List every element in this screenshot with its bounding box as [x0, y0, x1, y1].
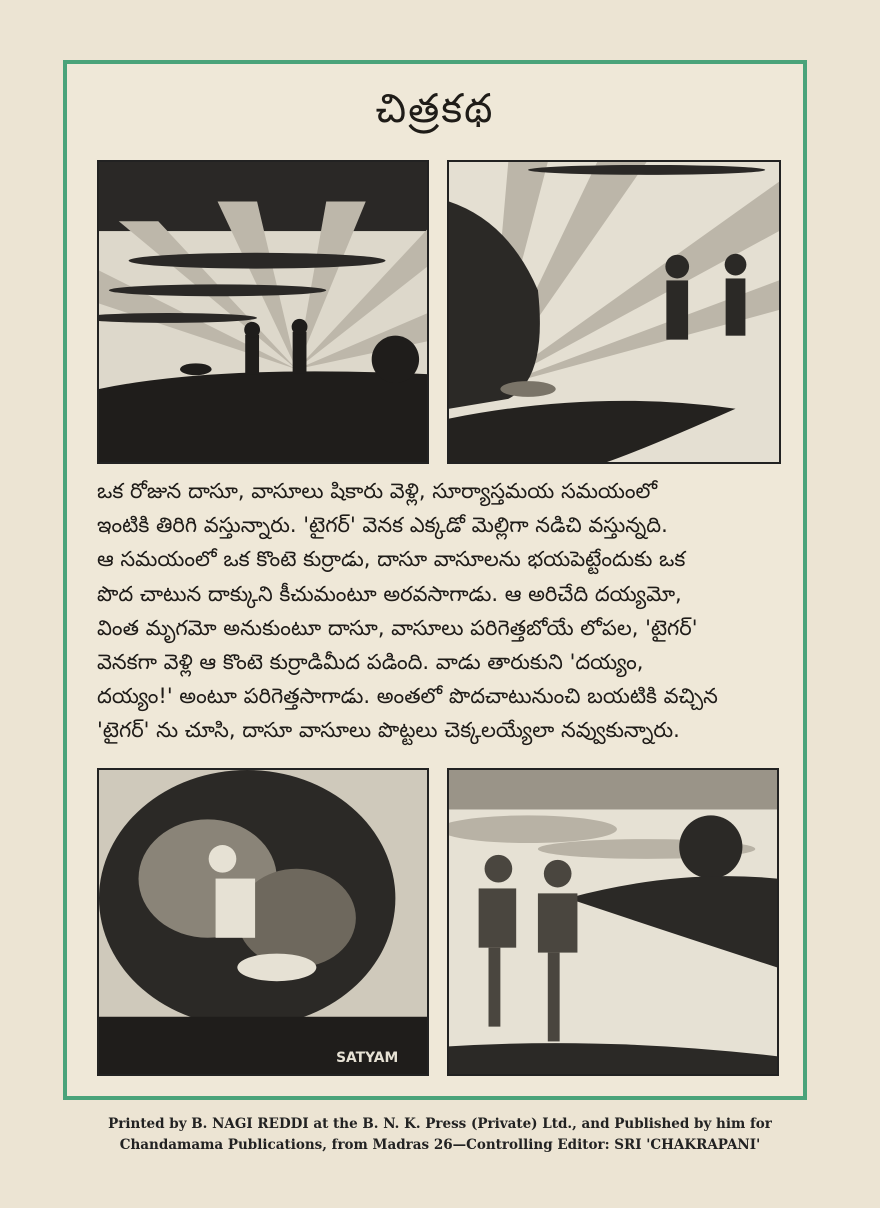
- page-frame: [63, 60, 807, 1100]
- printer-credit: [0, 1114, 880, 1156]
- story-line: పొద చాటున దాక్కుని కీచుమంటూ అరవసాగాడు. ఆ అరిచేది దయ్యమో,: [97, 581, 682, 606]
- story-line: ఇంటికి తిరిగి వస్తున్నారు. 'టైగర్' వెనక ఎక్కడో మెల్లిగా నడిచి వస్తున్నది.: [97, 513, 668, 538]
- artist-signature: SATYAM: [336, 1050, 399, 1067]
- comic-panel-2: [447, 160, 781, 464]
- printer-credit-line: Chandamama Publications, from Madras 26—Controlling Editor: SRI 'CHAKRAPANI': [119, 1137, 761, 1153]
- comic-panel-4: [447, 768, 779, 1076]
- story-line: వింత మృగమో అనుకుంటూ దాసూ, వాసూలు పరిగెత్తబోయే లోపల, 'టైగర్': [97, 615, 698, 640]
- story-line: ఆ సమయంలో ఒక కొంటె కుర్రాడు, దాసూ వాసూలను భయపెట్టేందుకు ఒక: [97, 547, 686, 572]
- story-text: [97, 474, 781, 748]
- story-line: 'టైగర్' ను చూసి, దాసూ వాసూలు పొట్టలు చెక్కలయ్యేలా నవ్వుకున్నారు.: [97, 718, 680, 743]
- printer-credit-line: Printed by B. NAGI REDDI at the B. N. K. Press (Private) Ltd., and Published by him for: [108, 1116, 772, 1132]
- story-line: దయ్యం!' అంటూ పరిగెత్తసాగాడు. అంతలో పొదచాటునుంచి బయటికి వచ్చిన: [97, 684, 718, 709]
- comic-panel-3: [97, 768, 429, 1076]
- story-line: వెనకగా వెళ్లి ఆ కొంటె కుర్రాడిమీద పడింది. వాడు తారుకుని 'దయ్యం,: [97, 650, 644, 675]
- page-title: చిత్రకథ: [375, 86, 495, 132]
- comic-panel-1: [97, 160, 429, 464]
- story-line: ఒక రోజున దాసూ, వాసూలు షికారు వెళ్లి, సూర్యాస్తమయ సమయంలో: [97, 479, 658, 503]
